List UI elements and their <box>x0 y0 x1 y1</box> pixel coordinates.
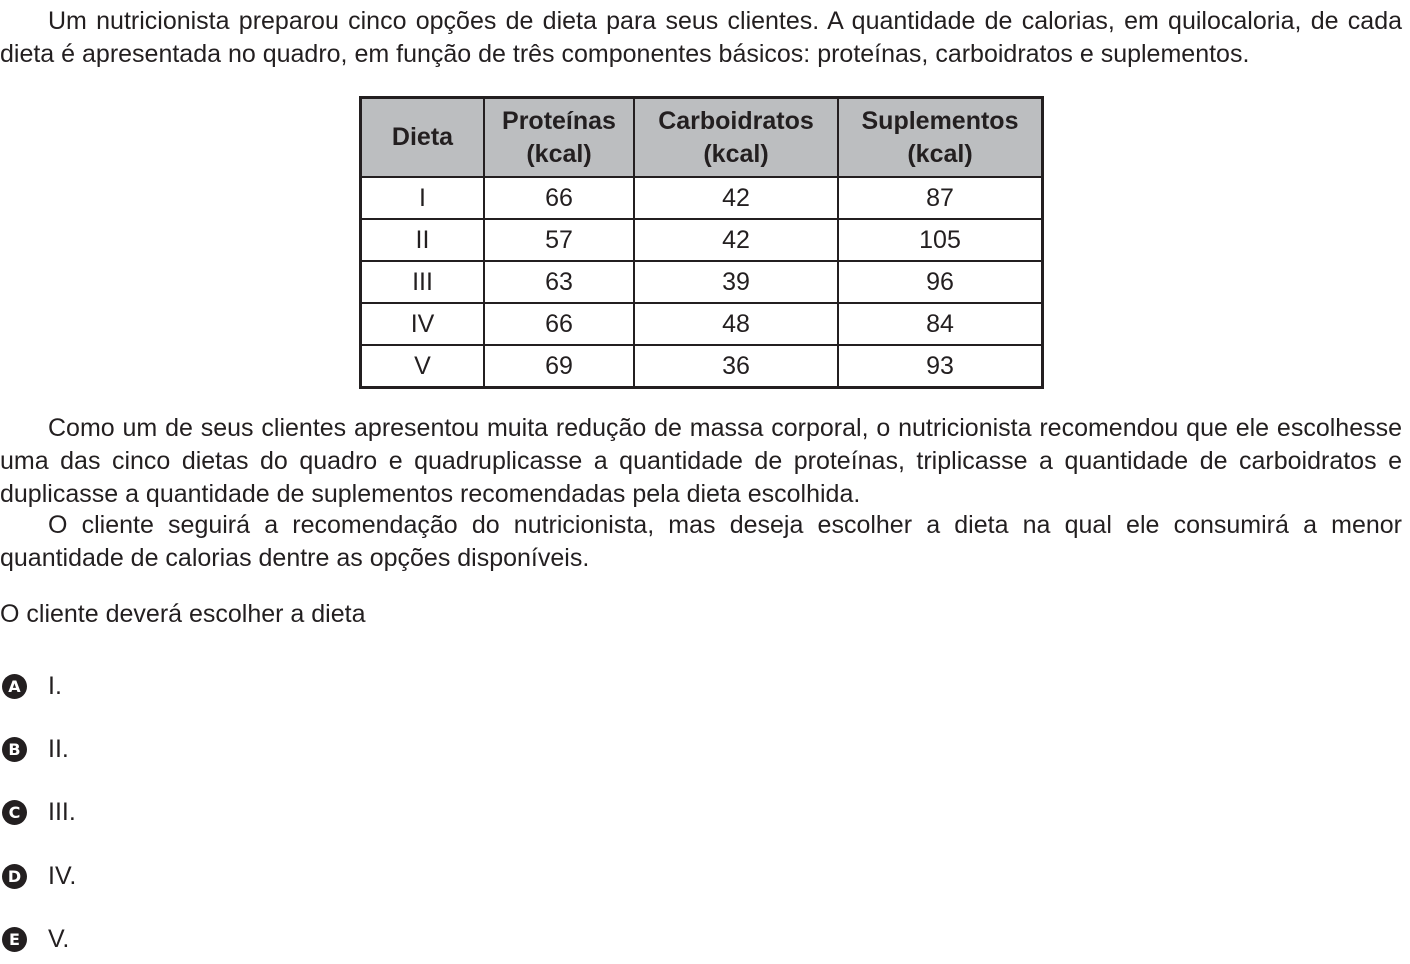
cell-dieta: IV <box>361 303 485 345</box>
table-row <box>361 303 1043 345</box>
cell-proteinas: 63 <box>484 261 634 303</box>
option-text: V. <box>48 924 70 953</box>
cell-carboidratos: 39 <box>634 261 838 303</box>
table-row <box>361 177 1043 219</box>
cell-suplementos: 105 <box>838 219 1043 261</box>
cell-dieta: III <box>361 261 485 303</box>
header-unit: (kcal) <box>703 139 769 168</box>
option-text: I. <box>48 671 62 700</box>
option-letter-badge: D <box>2 864 27 889</box>
header-unit: (kcal) <box>907 139 973 168</box>
cell-dieta: II <box>361 219 485 261</box>
cell-proteinas: 57 <box>484 219 634 261</box>
header-label: Proteínas <box>502 106 616 135</box>
cell-suplementos: 93 <box>838 345 1043 388</box>
table-header-row <box>361 98 1043 178</box>
cell-dieta: V <box>361 345 485 388</box>
header-proteinas <box>484 98 634 178</box>
option-letter-badge: E <box>2 927 27 952</box>
table-row <box>361 261 1043 303</box>
context-paragraph: Como um de seus clientes apresentou muita redução de massa corporal, o nutricionista recomendou que ele escolhesse uma das cinco dietas do quadro e quadruplicasse a quantidade de proteínas, triplicasse a quantidade de carboidratos e duplicasse a quantidade de suplementos recomendadas pela dieta escolhida. <box>0 414 1402 508</box>
cell-suplementos: 87 <box>838 177 1043 219</box>
option-c[interactable] <box>2 797 76 827</box>
header-suplementos <box>838 98 1043 178</box>
cell-proteinas: 66 <box>484 177 634 219</box>
option-d[interactable] <box>2 861 76 891</box>
cell-carboidratos: 42 <box>634 219 838 261</box>
header-dieta <box>361 98 485 178</box>
table-row <box>361 345 1043 388</box>
header-label: Dieta <box>391 123 454 151</box>
option-letter-badge: B <box>2 737 27 762</box>
goal-paragraph: O cliente seguirá a recomendação do nutricionista, mas deseja escolher a dieta na qual ele consumirá a menor quantidade de calorias dentre as opções disponíveis. <box>0 511 1402 572</box>
option-b[interactable] <box>2 734 69 764</box>
header-label: Carboidratos <box>658 106 814 135</box>
header-unit: (kcal) <box>526 139 592 168</box>
cell-proteinas: 66 <box>484 303 634 345</box>
question-stem: O cliente deverá escolher a dieta <box>0 600 366 628</box>
intro-paragraph: Um nutricionista preparou cinco opções de dieta para seus clientes. A quantidade de calorias, em quilocaloria, de cada dieta é apresentada no quadro, em função de três componentes básicos: proteínas, carboidratos e suplementos. <box>0 7 1402 68</box>
cell-carboidratos: 36 <box>634 345 838 388</box>
cell-proteinas: 69 <box>484 345 634 388</box>
option-text: II. <box>48 734 69 763</box>
cell-carboidratos: 48 <box>634 303 838 345</box>
header-carboidratos <box>634 98 838 178</box>
cell-dieta: I <box>361 177 485 219</box>
diet-table <box>359 96 1044 389</box>
cell-carboidratos: 42 <box>634 177 838 219</box>
cell-suplementos: 96 <box>838 261 1043 303</box>
option-letter-badge: C <box>2 800 27 825</box>
cell-suplementos: 84 <box>838 303 1043 345</box>
option-e[interactable] <box>2 924 69 954</box>
option-letter-badge: A <box>2 674 27 699</box>
option-text: IV. <box>48 861 77 890</box>
option-a[interactable] <box>2 671 62 701</box>
option-text: III. <box>48 797 76 826</box>
header-label: Suplementos <box>861 106 1019 135</box>
table-row <box>361 219 1043 261</box>
